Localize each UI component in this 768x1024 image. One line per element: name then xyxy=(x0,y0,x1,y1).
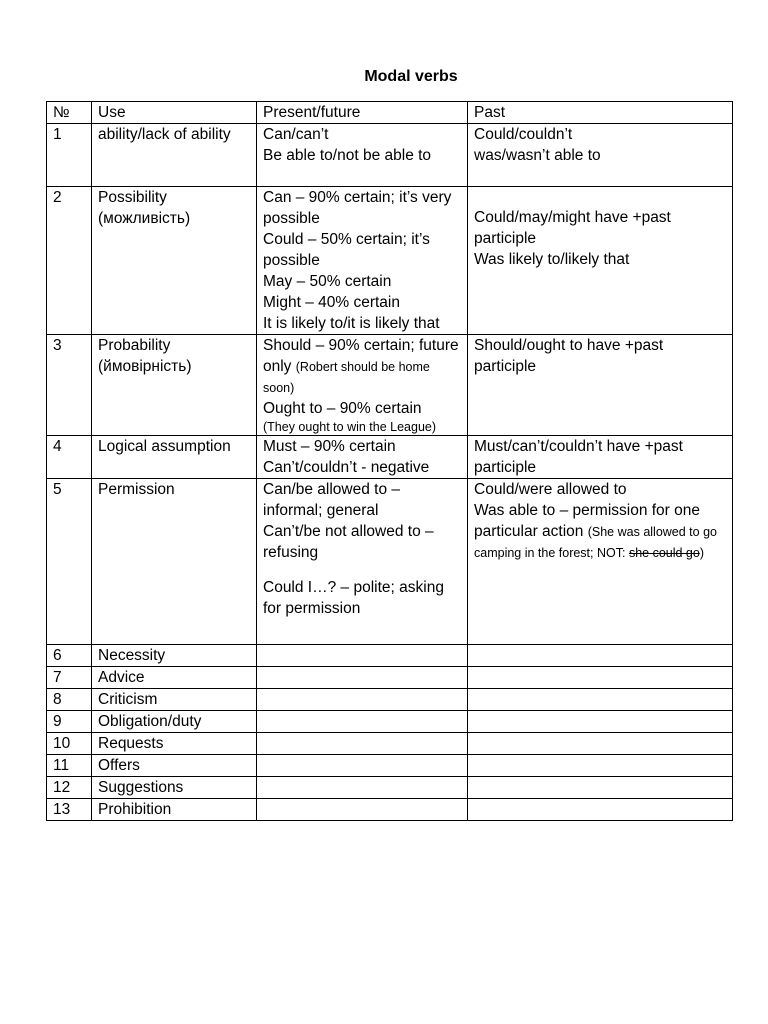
table-row xyxy=(47,645,733,667)
use-cell: Criticism xyxy=(92,689,257,711)
present-cell: Can – 90% certain; it’s very possible Could – 50% certain; it’s possible May – 50% certain Might – 40% certain It is likely to/it is likely that xyxy=(257,187,468,335)
present-cell xyxy=(257,733,468,755)
row-number: 10 xyxy=(47,733,92,755)
past-cell: Could/may/might have +past participle Was likely to/likely that xyxy=(468,187,733,335)
use-cell: Necessity xyxy=(92,645,257,667)
row-number: 7 xyxy=(47,667,92,689)
header-use: Use xyxy=(92,102,257,124)
row-number: 1 xyxy=(47,124,92,187)
past-cell: Must/can’t/couldn’t have +past participle xyxy=(468,436,733,479)
past-cell: Should/ought to have +past participle xyxy=(468,335,733,436)
header-past: Past xyxy=(468,102,733,124)
table-row xyxy=(47,711,733,733)
use-cell: Offers xyxy=(92,755,257,777)
past-cell xyxy=(468,711,733,733)
present-cell xyxy=(257,689,468,711)
use-cell: Suggestions xyxy=(92,777,257,799)
present-cell xyxy=(257,777,468,799)
present-cell: Can/can’t Be able to/not be able to xyxy=(257,124,468,187)
past-cell xyxy=(468,645,733,667)
past-cell xyxy=(468,733,733,755)
table-row xyxy=(47,689,733,711)
present-cell xyxy=(257,667,468,689)
table-row xyxy=(47,777,733,799)
past-cell xyxy=(468,667,733,689)
present-cell xyxy=(257,799,468,821)
row-number: 13 xyxy=(47,799,92,821)
use-cell: Obligation/duty xyxy=(92,711,257,733)
past-cell xyxy=(468,689,733,711)
use-cell: Requests xyxy=(92,733,257,755)
use-cell: ability/lack of ability xyxy=(92,124,257,187)
present-cell xyxy=(257,755,468,777)
use-cell: Advice xyxy=(92,667,257,689)
use-cell: Probability (ймовірність) xyxy=(92,335,257,436)
table-row xyxy=(47,799,733,821)
present-cell: Can/be allowed to – informal; general Can’t/be not allowed to – refusing Could I…? – polite; asking for permission xyxy=(257,479,468,645)
row-number: 8 xyxy=(47,689,92,711)
row-number: 12 xyxy=(47,777,92,799)
present-cell xyxy=(257,711,468,733)
table-row xyxy=(47,667,733,689)
use-cell: Permission xyxy=(92,479,257,645)
present-cell: Must – 90% certain Can’t/couldn’t - negative xyxy=(257,436,468,479)
row-number: 5 xyxy=(47,479,92,645)
row-number: 3 xyxy=(47,335,92,436)
row-number: 6 xyxy=(47,645,92,667)
page-title: Modal verbs xyxy=(364,68,458,85)
row-number: 9 xyxy=(47,711,92,733)
table-row xyxy=(47,436,733,479)
table-row xyxy=(47,335,733,436)
table-row xyxy=(47,124,733,187)
table-row xyxy=(47,755,733,777)
row-number: 4 xyxy=(47,436,92,479)
past-cell xyxy=(468,755,733,777)
modal-verbs-table xyxy=(46,101,733,821)
table-row xyxy=(47,733,733,755)
past-cell: Could/couldn’t was/wasn’t able to xyxy=(468,124,733,187)
header-number: № xyxy=(47,102,92,124)
past-cell: Could/were allowed to Was able to – permission for one particular action (She was allowed to go camping in the forest; NOT: she could go) xyxy=(468,479,733,645)
use-cell: Logical assumption xyxy=(92,436,257,479)
present-cell: Should – 90% certain; future only (Robert should be home soon) Ought to – 90% certain (They ought to win the League) xyxy=(257,335,468,436)
use-cell: Prohibition xyxy=(92,799,257,821)
row-number: 11 xyxy=(47,755,92,777)
present-cell xyxy=(257,645,468,667)
table-row xyxy=(47,479,733,645)
table-row xyxy=(47,187,733,335)
use-cell: Possibility (можливість) xyxy=(92,187,257,335)
row-number: 2 xyxy=(47,187,92,335)
past-cell xyxy=(468,799,733,821)
table-header-row xyxy=(47,102,733,124)
header-present-future: Present/future xyxy=(257,102,468,124)
past-cell xyxy=(468,777,733,799)
